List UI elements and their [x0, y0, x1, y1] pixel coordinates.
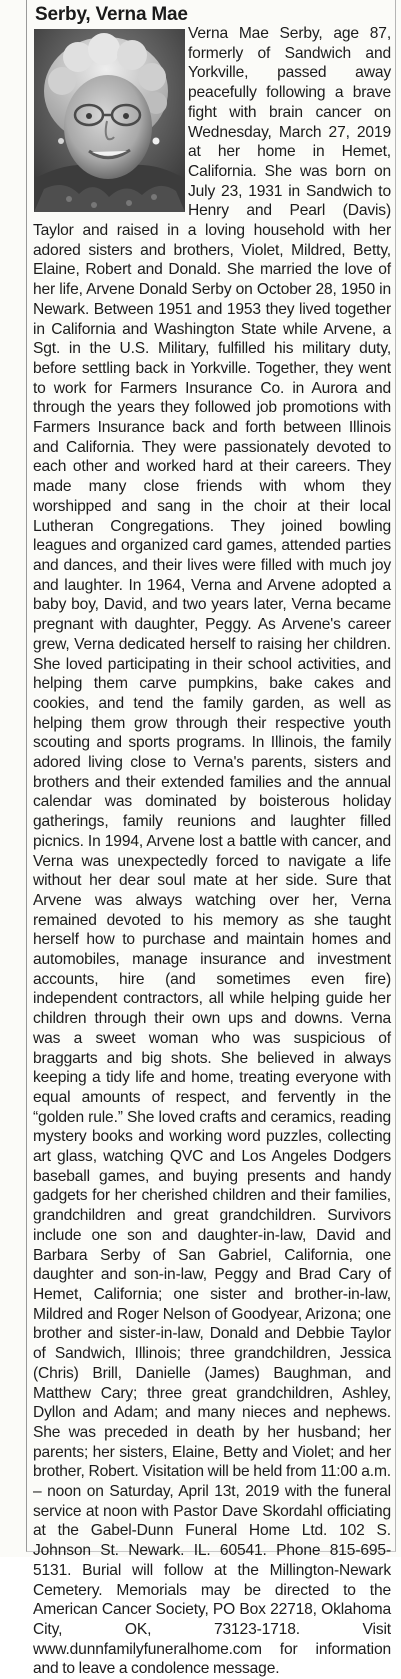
obituary-headline: Serby, Verna Mae: [35, 4, 188, 25]
obituary-body-text: [33, 24, 391, 1679]
photo-text-wrap: [33, 24, 188, 213]
obituary-body: Verna Mae Serby, age 87, formerly of Sandwich and Yorkville, passed away peacefully following a brave fight with brain cancer on Wednesday, March 27, 2019 at her home in Hemet, California. She was born on July 23, 1931 in Sandwich to Henry and Pearl (Davis) Taylor and raised in a loving household with her adored sisters and brothers, Violet, Mildred, Betty, Elaine, Robert and Donald. She married the love of her life, Arvene Donald Serby on October 28, 1950 in Newark. Between 1951 and 1953 they lived together in California and Washington State while Arvene, a Sgt. in the U.S. Military, fulfilled his military duty, before settling back in Yorkville. Together, they went to work for Farmers Insurance Co. in Aurora and through the years they followed job promotions with Farmers Insurance back and forth between Illinois and California. They were passionately devoted to each other and worked hard at their careers. They made many close friends with whom they worshipped and sang in the choir at their local Lutheran Congregations. They joined bowling leagues and organized card games, attended parties and dances, and their lives were filled with much joy and laughter. In 1964, Verna and Arvene adopted a baby boy, David, and two years later, Verna became pregnant with daughter, Peggy. As Arvene's career grew, Verna dedicated herself to raising her children. She loved participating in their school activities, and helping them carve pumpkins, bake cakes and cookies, and tend the family garden, as well as helping them grow through their respective youth scouting and sports programs. In Illinois, the family adored living close to Verna's parents, sisters and brothers and their extended families and the annual calendar was dominated by boisterous holiday gatherings, family reunions and laughter filled picnics. In 1994, Arvene lost a battle with cancer, and Verna was unexpectedly forced to navigate a life without her dear soul mate at her side. Sure that Arvene was always watching over her, Verna remained devoted to his memory as she taught herself how to purchase and maintain homes and automobiles, manage insurance and investment accounts, hire (and sometimes even fire) independent contractors, all while helping guide her children through their own ups and downs. Verna was a sweet woman who was suspicious of braggarts and big shots. She believed in always keeping a tidy life and home, treating everyone with equal amounts of respect, and fervently in the “golden rule.” She loved crafts and ceramics, reading mystery books and working word puzzles, collecting art glass, watching QVC and Los Angeles Dodgers baseball games, and buying presents and handy gadgets for her cherished children and their families, grandchildren and great grandchildren. Survivors include one son and daughter-in-law, David and Barbara Serby of San Gabriel, California, one daughter and son-in-law, Peggy and Brad Cary of Hemet, California; one sister and brother-in-law, Mildred and Roger Nelson of Goodyear, Arizona; one brother and sister-in-law, Donald and Debbie Taylor of Sandwich, Illinois; three grandchildren, Jessica (Chris) Brill, Danielle (James) Baughman, and Matthew Cary; three great grandchildren, Ashley, Dyllon and Adam; and many nieces and nephews. She was preceded in death by her husband; her parents; her sisters, Elaine, Betty and Violet; and her brother, Robert. Visitation will be held from 11:00 a.m. – noon on Saturday, April 13t, 2019 with the funeral service at noon with Pastor Dave Skordahl officiating at the Gabel-Dunn Funeral Home Ltd. 102 S. Johnson St. Newark. IL. 60541. Phone 815-695-5131. Burial will follow at the Millington-Newark Cemetery. Memorials may be directed to the American Cancer Society, PO Box 22718, Oklahoma City, OK, 73123-1718. Visit www.dunnfamilyfuneralhome.com for information and to leave a condolence message.: [33, 25, 391, 1678]
